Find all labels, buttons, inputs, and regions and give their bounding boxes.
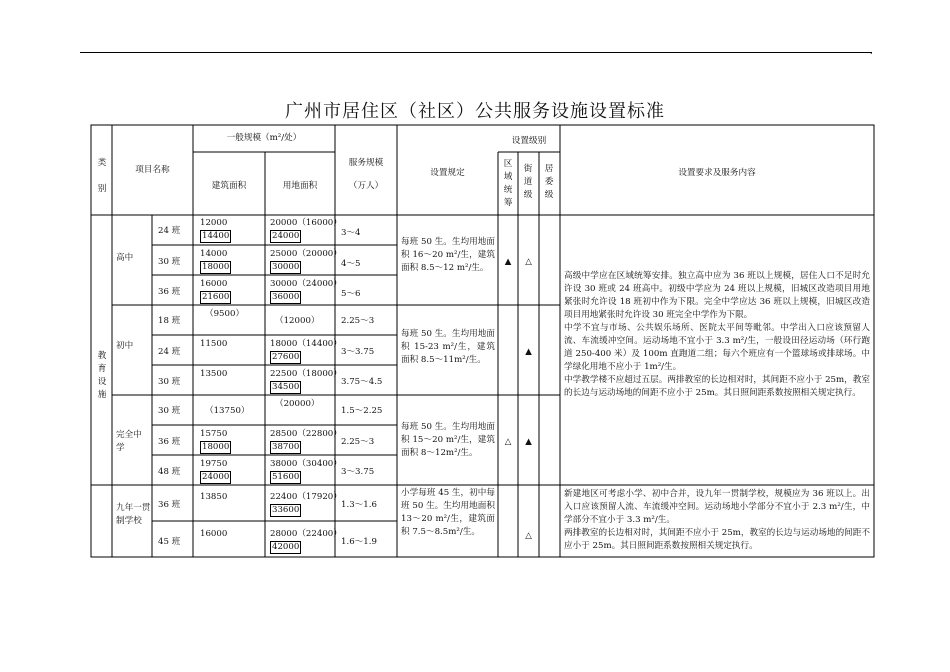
land-area-cell: 25000（20000） 30000 (270, 249, 342, 272)
level-street-complete: ▲ (525, 437, 532, 447)
header-regulation: 设置规定 (430, 168, 465, 178)
service-scale-cell: 3～4 (341, 228, 361, 238)
level-street-high: △ (525, 257, 532, 267)
land-area-cell: 20000（16000） 24000 (270, 218, 342, 241)
service-scale-cell: 5～6 (341, 289, 361, 299)
service-scale-cell: 2.25～3 (341, 437, 375, 447)
group-name-junior: 初中 (116, 341, 134, 351)
group-name-high: 高中 (116, 253, 134, 263)
header-level-district: 区 域 统 筹 (503, 159, 513, 208)
classes-cell: 30 班 (158, 406, 181, 416)
level-street-nine-year: △ (525, 531, 532, 541)
classes-cell: 30 班 (158, 377, 181, 387)
classes-cell: 48 班 (158, 467, 181, 477)
land-area-box: 27600 (272, 352, 300, 362)
requirements-nine-year (564, 488, 870, 557)
edge-mark: . (870, 47, 873, 56)
service-scale-cell: 3～3.75 (341, 467, 375, 477)
land-area-cell: 30000（24000） 36000 (270, 279, 342, 302)
requirements-secondary (564, 270, 870, 400)
header-general-scale: 一般规模（m²/处） (226, 133, 302, 143)
classes-cell: 36 班 (158, 500, 181, 510)
land-area-cell: 28500（22800） 38700 (270, 429, 342, 452)
regulation-junior: 每班 50 生。生均用地面积 15-23 m²/生，建筑面积 8.5～11m²/生。 (401, 329, 495, 365)
building-area-box: 18000 (202, 442, 230, 452)
land-area-box: 33600 (272, 505, 300, 515)
building-area-cell: 15750 18000 (200, 429, 230, 452)
header-level: 设置级别 (511, 136, 547, 146)
land-area-cell: 18000（14400） 27600 (270, 339, 342, 362)
header-land-area: 用地面积 (282, 181, 318, 191)
regulation-high: 每班 50 生。生均用地面积 16～20 m²/生，建筑面积 8.5～12 m²/生。 (401, 237, 495, 273)
building-area-box: 24000 (202, 472, 230, 482)
building-area-cell: 16000 (200, 529, 228, 539)
classes-cell: 24 班 (158, 226, 181, 236)
land-area-cell: 28000（22400） 42000 (270, 529, 342, 552)
land-area-box: 30000 (272, 262, 300, 272)
land-area-cell: 38000（30400） 51600 (270, 459, 342, 482)
service-scale-cell: 3.75～4.5 (341, 377, 383, 387)
land-area-box: 34500 (272, 382, 300, 392)
building-area-cell: 16000 21600 (200, 279, 230, 302)
service-scale-cell: 2.25～3 (341, 316, 375, 326)
group-name-complete: 完全中学 (116, 430, 142, 453)
category-education: 教 育 设 施 (97, 351, 107, 400)
land-area-box: 42000 (272, 542, 300, 552)
building-area-cell: （13750） (205, 406, 250, 416)
classes-cell: 18 班 (158, 316, 181, 326)
requirements-paragraph: 高级中学应在区域统筹安排。独立高中应为 36 班以上规模，居住人口不足时允许设 30 班或 24 班高中。初级中学应为 24 班以上规模，旧城区改造项目用地紧张时允许设 18 班初中作为下限。完全中学应达 36 班以上规模，旧城区改造项目用地紧张时允许设 30 班完全中学作为下限。 (564, 271, 870, 320)
building-area-box: 18000 (202, 262, 230, 272)
header-category: 类 别 (97, 158, 107, 194)
building-area-cell: （9500） (205, 309, 245, 319)
requirements-paragraph: 中学教学楼不应超过五层。两排教室的长边相对时，其间距不应小于 25m，教室的长边与运动场地的间距不应小于 25m。其日照间距系数按照相关规定执行。 (564, 375, 870, 398)
building-area-cell: 13850 (200, 492, 228, 502)
classes-cell: 24 班 (158, 347, 181, 357)
service-scale-cell: 1.5～2.25 (341, 406, 383, 416)
building-area-cell: 11500 (200, 339, 228, 349)
building-area-cell: 19750 24000 (200, 459, 230, 482)
group-name-nine-year: 九年一贯制学校 (116, 503, 151, 526)
header-requirements: 设置要求及服务内容 (678, 168, 756, 178)
header-level-committee: 居 委 级 (544, 164, 554, 200)
building-area-box: 14400 (202, 231, 230, 241)
level-district-complete: △ (504, 437, 512, 447)
header-service-scale: 服务规模 (348, 158, 384, 168)
building-area-cell: 13500 (200, 369, 228, 379)
requirements-paragraph: 中学不宜与市场、公共娱乐场所、医院太平间等毗邻。中学出入口应该预留人流、车流缓冲空间。运动场地不宜小于 3.3 m²/生，一般设田径运动场（环行跑道 250-400 米）及 100m 直跑道二组；每六个班应有一个篮球场或排球场。中学绿化用地不应小于 1m²/生。 (564, 323, 870, 372)
service-scale-cell: 1.3～1.6 (341, 500, 377, 510)
regulation-nine-year: 小学每班 45 生，初中每班 50 生。生均用地面积 13～20 m²/生，建筑面积 7.5～8.5m²/生。 (401, 488, 495, 537)
header-project-name: 项目名称 (135, 165, 170, 175)
requirements-paragraph: 两排教室的长边相对时，其间距不应小于 25m，教室的长边与运动场地的间距不应小于 25m。其日照间距系数按照相关规定执行。 (564, 528, 870, 551)
land-area-box: 24000 (272, 231, 300, 241)
level-street-junior: ▲ (525, 347, 532, 357)
building-area-cell: 14000 18000 (200, 249, 230, 272)
land-area-cell: 22400（17920） 33600 (270, 492, 342, 515)
land-area-box: 38700 (272, 442, 300, 452)
service-scale-cell: 4～5 (341, 259, 361, 269)
land-area-box: 51600 (272, 472, 300, 482)
land-area-box: 36000 (272, 292, 300, 302)
level-district-high: ▲ (504, 257, 512, 267)
land-area-cell: 22500（18000） 34500 (270, 369, 342, 392)
service-scale-cell: 3～3.75 (341, 347, 375, 357)
regulation-complete: 每班 50 生。生均用地面积 15～20 m²/生，建筑面积 8～12m²/生。 (401, 422, 495, 458)
building-area-cell: 12000 14400 (200, 218, 230, 241)
building-area-box: 21600 (202, 292, 230, 302)
service-scale-cell: 1.6～1.9 (341, 537, 377, 547)
classes-cell: 45 班 (158, 537, 181, 547)
land-area-cell: （12000） (275, 316, 320, 326)
header-building-area: 建筑面积 (211, 181, 247, 191)
classes-cell: 36 班 (158, 437, 181, 447)
classes-cell: 36 班 (158, 287, 181, 297)
classes-cell: 30 班 (158, 257, 181, 267)
land-area-cell: （20000） (275, 399, 320, 409)
requirements-paragraph: 新建地区可考虑小学、初中合并，设九年一贯制学校，规模应为 36 班以上。出入口应该预留人流、车流缓冲空间。运动场地小学部分不宜小于 2.3 m²/生，中学部分不宜小于 3.3 m²/生。 (564, 489, 870, 525)
page-title: 广州市居住区（社区）公共服务设施设置标准 (285, 101, 665, 122)
header-service-unit: （万人） (348, 181, 384, 191)
header-level-street: 街 道 级 (523, 164, 533, 200)
